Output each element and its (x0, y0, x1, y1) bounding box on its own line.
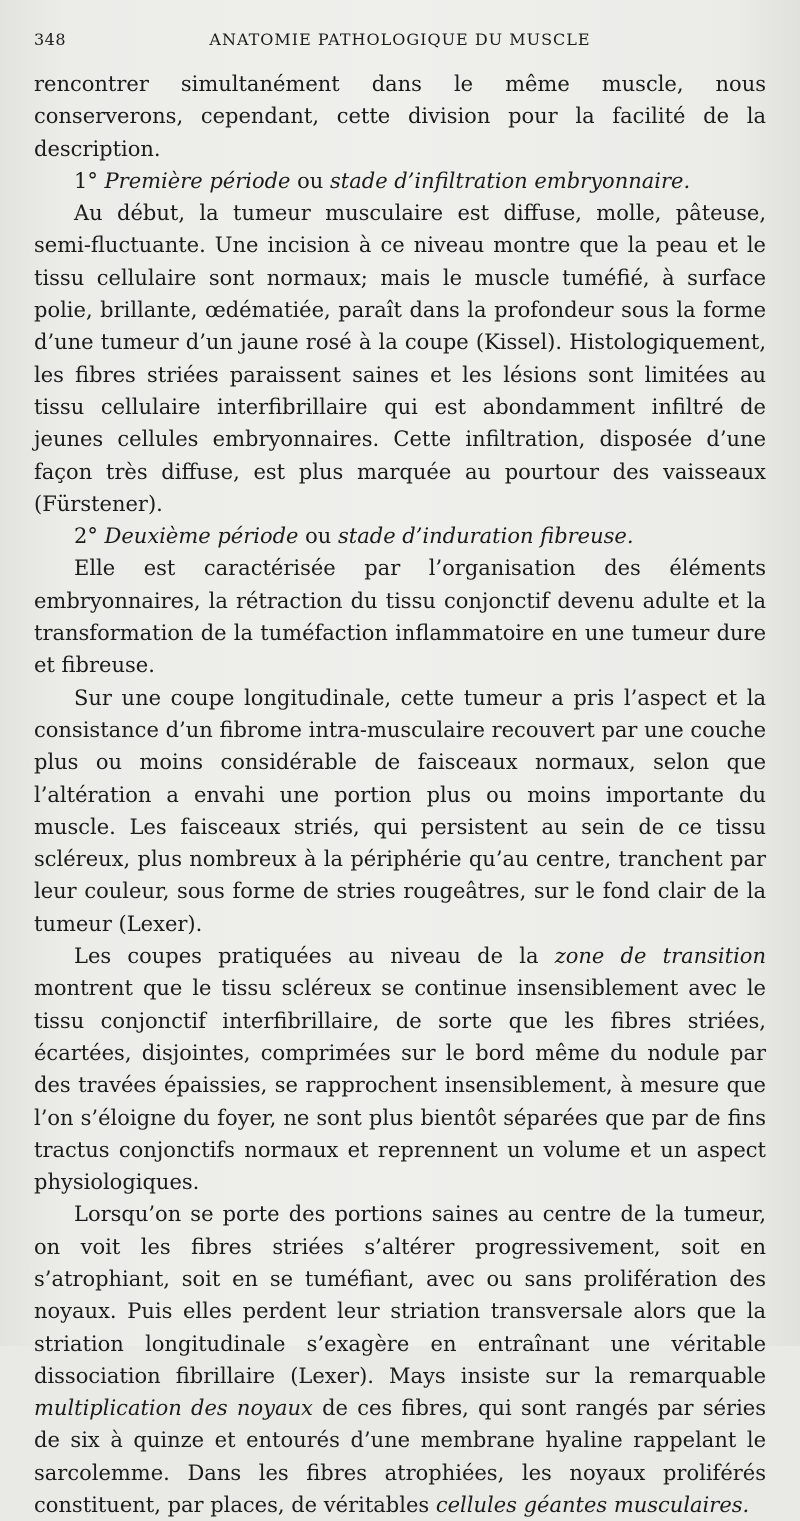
italic-text: stade d’infiltration embryonnaire. (330, 168, 691, 193)
paragraph (34, 197, 766, 520)
text-run: 1° (74, 168, 105, 193)
section-heading (34, 165, 766, 197)
text-run: 2° (74, 524, 105, 549)
italic-text: multiplication des noyaux (34, 1396, 313, 1421)
running-head: ANATOMIE PATHOLOGIQUE DU MUSCLE (209, 30, 591, 49)
paragraph (34, 68, 766, 165)
page-header (34, 30, 766, 54)
paragraph (34, 940, 766, 1198)
paragraph (34, 1198, 766, 1521)
text-run: Les coupes pratiquées au niveau de la (74, 944, 555, 969)
italic-text: zone de transition (554, 944, 766, 969)
text-run: Au début, la tumeur musculaire est diffuse, molle, pâteuse, semi-fluctuante. Une incision à ce niveau montre que la peau et le tissu cellulaire sont normaux; mais le muscle tuméfié, à surface polie, brillante, œdématiée, paraît dans la profondeur sous la forme d’une tumeur d’un jaune rosé à la coupe (Kissel). Histologiquement, les fibres striées paraissent saines et les lésions sont limitées au tissu cellulaire interfibrillaire qui est abondamment infiltré de jeunes cellules embryonnaires. Cette infiltration, disposée d’une façon très diffuse, est plus marquée au pourtour des vaisseaux (Fürstener). (34, 201, 766, 516)
page-number: 348 (34, 30, 67, 49)
text-run: montrent que le tissu scléreux se continue insensiblement avec le tissu conjonctif interfibrillaire, de sorte que les fibres striées, écartées, disjointes, comprimées sur le bord même du nodule par des travées épaissies, se rapprochent insensiblement, à mesure que l’on s’éloigne du foyer, ne sont plus bientôt séparées que par de fins tractus conjonctifs normaux et reprennent un volume et un aspect physiologiques. (34, 976, 766, 1195)
text-run: Elle est caractérisée par l’organisation des éléments embryonnaires, la rétraction du tissu conjonctif devenu adulte et la transformation de la tuméfaction inflammatoire en une tumeur dure et fibreuse. (34, 556, 766, 678)
text-run: de ces fibres, qui sont rangés par séries de six à quinze et entourés d’une membrane hyaline rappelant le sarcolemme. Dans les fibres atrophiées, les noyaux proliférés constituent, par places, de véritables (34, 1396, 766, 1518)
text-run: rencontrer simultanément dans le même muscle, nous conserverons, cependant, cette division pour la facilité de la description. (34, 72, 766, 161)
paragraph (34, 552, 766, 681)
page-body (34, 68, 766, 1521)
italic-text: Deuxième période (104, 524, 299, 549)
italic-text: cellules géantes musculaires. (435, 1493, 750, 1518)
paragraph (34, 682, 766, 940)
text-run: Sur une coupe longitudinale, cette tumeur a pris l’aspect et la consistance d’un fibrome intra-musculaire recouvert par une couche plus ou moins considérable de faisceaux normaux, selon que l’altération a envahi une portion plus ou moins importante du muscle. Les faisceaux striés, qui persistent au sein de ce tissu scléreux, plus nombreux à la périphérie qu’au centre, tranchent par leur couleur, sous forme de stries rougeâtres, sur le fond clair de la tumeur (Lexer). (34, 685, 766, 936)
italic-text: stade d’induration fibreuse. (338, 524, 634, 549)
text-run: Lorsqu’on se porte des portions saines au centre de la tumeur, on voit les fibres striées s’altérer progressivement, soit en s’atrophiant, soit en se tuméfiant, avec ou sans prolifération des noyaux. Puis elles perdent leur striation transversale alors que la striation longitudinale s’exagère en entraînant une véritable dissociation fibrillaire (Lexer). Mays insiste sur la remarquable (34, 1202, 766, 1388)
text-run: ou (298, 524, 339, 549)
italic-text: Première période (104, 168, 291, 193)
text-run: ou (290, 168, 331, 193)
section-heading (34, 520, 766, 552)
